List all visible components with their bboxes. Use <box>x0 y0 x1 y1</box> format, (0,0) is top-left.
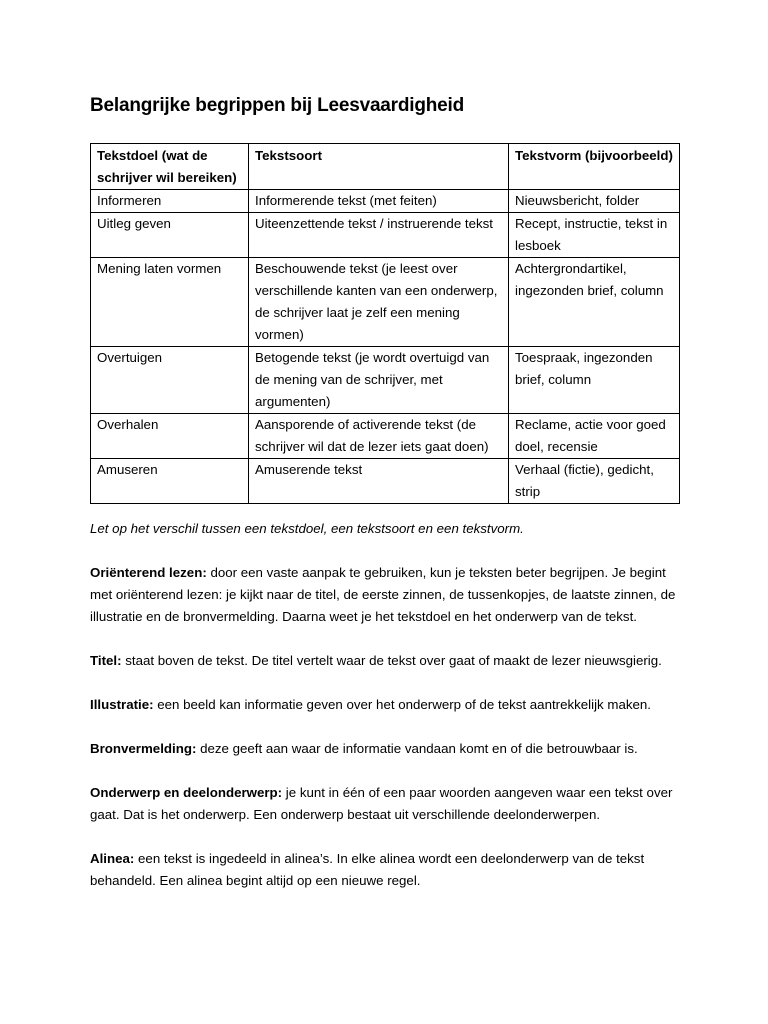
definition-bronvermelding <box>90 738 690 760</box>
terms-table <box>90 143 680 504</box>
table-cell: Reclame, actie voor goed doel, recensie <box>509 414 680 459</box>
table-cell: Informeren <box>91 190 249 213</box>
definition-illustratie <box>90 694 690 716</box>
table-cell: Verhaal (fictie), gedicht, strip <box>509 459 680 504</box>
definition-text: een beeld kan informatie geven over het onderwerp of de tekst aantrekkelijk maken. <box>153 697 651 712</box>
table-cell: Mening laten vormen <box>91 258 249 347</box>
table-cell: Beschouwende tekst (je leest over verschillende kanten van een onderwerp, de schrijver laat je zelf een mening vormen) <box>249 258 509 347</box>
table-cell: Toespraak, ingezonden brief, column <box>509 347 680 414</box>
table-row <box>91 414 680 459</box>
definition-alinea <box>90 848 690 892</box>
table-cell: Achtergrondartikel, ingezonden brief, column <box>509 258 680 347</box>
definition-text: je kunt in één of een paar woorden aangeven waar een tekst over gaat. Dat is het onderwerp. Een onderwerp bestaat uit verschillende deelonderwerpen. <box>90 785 673 822</box>
definition-term: Alinea: <box>90 851 135 866</box>
table-row <box>91 459 680 504</box>
header-tekstsoort: Tekstsoort <box>249 144 509 190</box>
definition-term: Oriënterend lezen: <box>90 565 207 580</box>
definition-text: door een vaste aanpak te gebruiken, kun je teksten beter begrijpen. Je begint met oriënterend lezen: je kijkt naar de titel, de eerste zinnen, de tussenkopjes, de laatste zinnen, de illustratie en de bronvermelding. Daarna weet je het tekstdoel en het onderwerp van de tekst. <box>90 565 676 624</box>
definition-onderwerp <box>90 782 690 826</box>
table-cell: Nieuwsbericht, folder <box>509 190 680 213</box>
table-row <box>91 213 680 258</box>
definition-term: Onderwerp en deelonderwerp: <box>90 785 283 800</box>
table-cell: Uiteenzettende tekst / instruerende tekst <box>249 213 509 258</box>
table-cell: Uitleg geven <box>91 213 249 258</box>
table-cell: Betogende tekst (je wordt overtuigd van de mening van de schrijver, met argumenten) <box>249 347 509 414</box>
table-row <box>91 347 680 414</box>
definition-term: Illustratie: <box>90 697 154 712</box>
table-cell: Amuserende tekst <box>249 459 509 504</box>
table-header-row <box>91 144 680 190</box>
table-row <box>91 258 680 347</box>
header-tekstdoel: Tekstdoel (wat de schrijver wil bereiken) <box>91 144 249 190</box>
definition-text: staat boven de tekst. De titel vertelt waar de tekst over gaat of maakt de lezer nieuwsgierig. <box>121 653 662 668</box>
page-title: Belangrijke begrippen bij Leesvaardigheid <box>90 95 465 116</box>
table-cell: Aansporende of activerende tekst (de schrijver wil dat de lezer iets gaat doen) <box>249 414 509 459</box>
table-row <box>91 190 680 213</box>
body-text <box>90 518 690 914</box>
definition-text: een tekst is ingedeeld in alinea’s. In elke alinea wordt een deelonderwerp van de tekst behandeld. Een alinea begint altijd op een nieuwe regel. <box>90 851 645 888</box>
table-cell: Recept, instructie, tekst in lesboek <box>509 213 680 258</box>
definition-term: Titel: <box>90 653 122 668</box>
table-cell: Informerende tekst (met feiten) <box>249 190 509 213</box>
definition-text: deze geeft aan waar de informatie vandaan komt en of die betrouwbaar is. <box>196 741 638 756</box>
table-cell: Overtuigen <box>91 347 249 414</box>
note-text: Let op het verschil tussen een tekstdoel, een tekstsoort en een tekstvorm. <box>90 521 524 536</box>
definition-term: Bronvermelding: <box>90 741 197 756</box>
table-cell: Amuseren <box>91 459 249 504</box>
table-cell: Overhalen <box>91 414 249 459</box>
definition-titel <box>90 650 690 672</box>
definition-orienterend-lezen <box>90 562 690 628</box>
header-tekstvorm: Tekstvorm (bijvoorbeeld) <box>509 144 680 190</box>
